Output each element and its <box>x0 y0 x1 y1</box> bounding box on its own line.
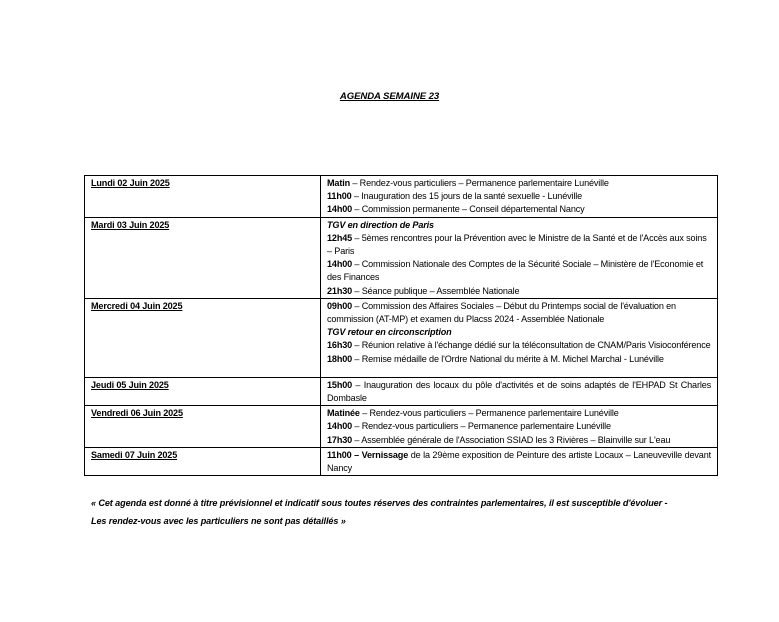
event-text: – Inauguration des 15 jours de la santé sexuelle - Lunéville <box>351 191 583 202</box>
event-text: – Commission des Affaires Sociales – Début du Printemps social de l'évaluation en commission (AT-MP) et examen du Placss 2024 - Assemblée Nationale <box>327 300 676 325</box>
event-note: TGV en direction de Paris <box>327 219 434 230</box>
event-item <box>327 232 711 258</box>
event-text: de la 29ème exposition de Peinture des artiste Locaux – Laneuveville devant Nancy <box>327 449 711 474</box>
event-item <box>327 353 711 366</box>
event-time: 16h30 <box>327 340 353 351</box>
table-row <box>85 377 718 405</box>
event-note: TGV retour en circonscription <box>327 327 452 338</box>
table-row <box>85 298 718 377</box>
event-text: – Rendez-vous particuliers – Permanence parlementaire Lunéville <box>350 178 609 188</box>
event-time: 15h00 <box>327 379 353 390</box>
day-events <box>321 176 718 218</box>
event-time: 11h00 – Vernissage <box>327 449 409 460</box>
event-time: 14h00 <box>327 204 353 215</box>
day-label: Samedi 07 Juin 2025 <box>85 447 321 475</box>
event-item <box>327 407 711 420</box>
event-item <box>327 339 711 352</box>
event-time: 09h00 <box>327 300 353 311</box>
event-time: 11h00 <box>327 191 352 202</box>
event-time: 14h00 <box>327 259 353 270</box>
table-row <box>85 406 718 448</box>
event-time: 12h45 <box>327 232 353 243</box>
table-row <box>85 217 718 298</box>
footnote-line: « Cet agenda est donné à titre prévisionnel et indicatif sous toutes réserves des contraintes parlementaires, il est susceptible d'évoluer - <box>91 498 668 508</box>
footnote-line: Les rendez-vous avec les particuliers ne sont pas détaillés » <box>91 516 346 526</box>
agenda-table <box>84 175 718 476</box>
event-time: 18h00 <box>327 353 353 364</box>
day-events <box>321 217 718 298</box>
page-title: AGENDA SEMAINE 23 <box>339 91 440 102</box>
event-text: – Réunion relative à l'échange dédié sur la téléconsultation de CNAM/Paris Visioconférence <box>352 340 711 351</box>
event-text: – Commission Nationale des Comptes de la Sécurité Sociale – Ministère de l'Economie et des Finances <box>327 259 704 283</box>
day-label: Mercredi 04 Juin 2025 <box>85 298 321 377</box>
day-label: Vendredi 06 Juin 2025 <box>85 406 321 448</box>
event-time: 21h30 <box>327 285 353 296</box>
event-text: – Remise médaille de l'Ordre National du mérite à M. Michel Marchal - Lunéville <box>352 353 664 364</box>
table-row <box>85 447 718 475</box>
day-label: Mardi 03 Juin 2025 <box>85 217 321 298</box>
table-row <box>85 176 718 218</box>
event-text: – Commission permanente – Conseil départemental Nancy <box>352 204 585 215</box>
event-time: 14h00 <box>327 421 353 432</box>
event-text: – Rendez-vous particuliers – Permanence parlementaire Lunéville <box>359 408 619 419</box>
event-item <box>327 300 711 326</box>
event-text: – Inauguration des locaux du pôle d'activités et de soins adaptés de l'EHPAD St Charles Dombasle <box>327 379 711 404</box>
event-item <box>327 420 711 433</box>
event-text: – Séance publique – Assemblée Nationale <box>352 285 520 296</box>
event-item <box>327 190 711 203</box>
event-item <box>327 434 711 447</box>
event-time: Matinée <box>327 408 360 419</box>
event-item <box>327 258 711 284</box>
event-item <box>327 203 711 216</box>
event-item <box>327 285 711 298</box>
day-events <box>321 447 718 475</box>
event-text: – 5èmes rencontres pour la Prévention avec le Ministre de la Santé et de l'Accès aux soins – Paris <box>327 232 707 257</box>
day-events <box>321 298 718 377</box>
event-item <box>327 379 711 405</box>
event-item <box>327 449 711 475</box>
event-time: 17h30 <box>327 434 353 445</box>
event-item <box>327 177 711 190</box>
event-text: – Rendez-vous particuliers – Permanence parlementaire Lunéville <box>352 421 611 432</box>
day-events <box>321 377 718 405</box>
day-label: Jeudi 05 Juin 2025 <box>85 377 321 405</box>
day-events <box>321 406 718 448</box>
footnote <box>91 494 731 530</box>
event-text: – Assemblée générale de l'Association SSIAD les 3 Rivières – Blainville sur L'eau <box>352 434 671 445</box>
day-label: Lundi 02 Juin 2025 <box>85 176 321 218</box>
event-time: Matin <box>327 178 350 188</box>
